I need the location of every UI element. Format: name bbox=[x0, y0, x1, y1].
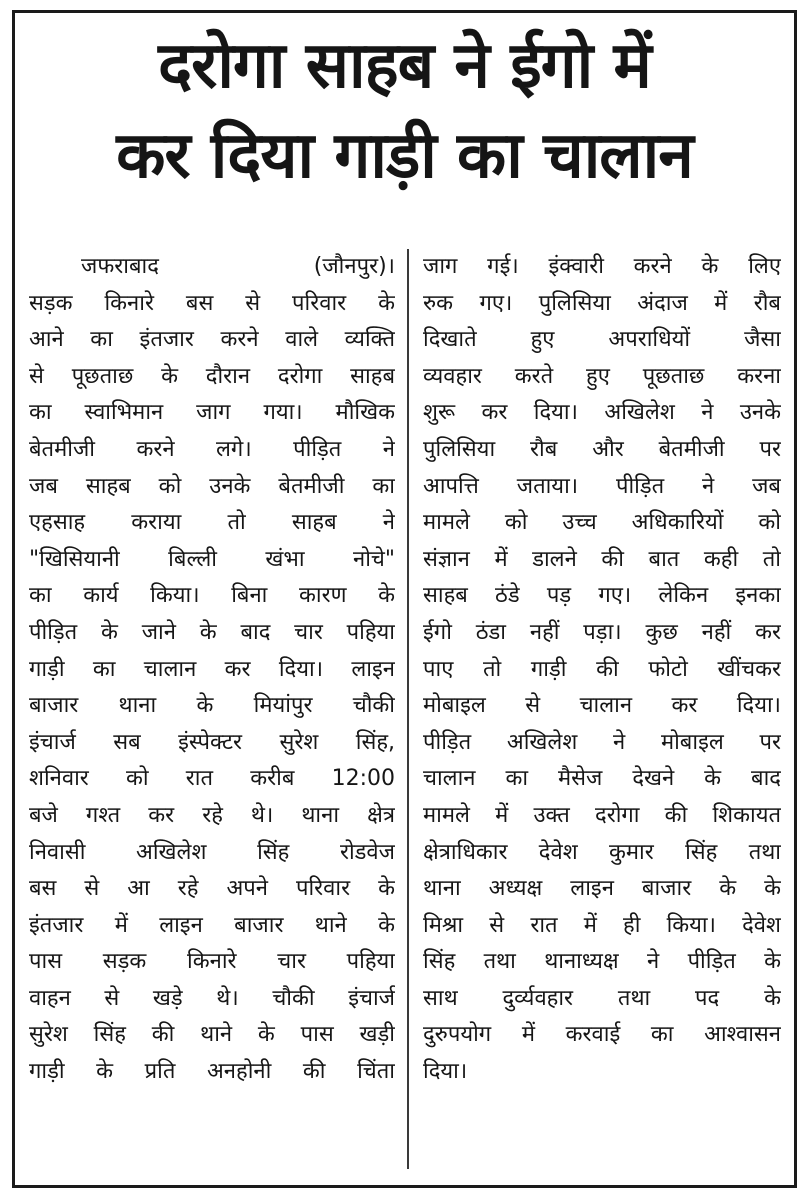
article-line: का कार्य किया। बिना कारण के bbox=[29, 583, 395, 609]
article-line: इंचार्ज सब इंस्पेक्टर सुरेश सिंह, bbox=[29, 729, 395, 755]
article-line: बजे गश्त कर रहे थे। थाना क्षेत्र bbox=[29, 802, 395, 828]
article-line: गाड़ी का चालान कर दिया। लाइन bbox=[29, 656, 395, 682]
article-line: का स्वाभिमान जाग गया। मौखिक bbox=[29, 400, 395, 426]
article-line: शनिवार को रात करीब 12:00 bbox=[29, 766, 395, 792]
article-line: जब साहब को उनके बेतमीजी का bbox=[29, 473, 395, 499]
article-line: मामले को उच्च अधिकारियों को bbox=[423, 510, 781, 536]
article-line: व्यवहार करते हुए पूछताछ करना bbox=[423, 363, 781, 389]
article-line: पीड़ित अखिलेश ने मोबाइल पर bbox=[423, 729, 781, 755]
article-line: बेतमीजी करने लगे। पीड़ित ने bbox=[29, 436, 395, 462]
article-line: आपत्ति जताया। पीड़ित ने जब bbox=[423, 473, 781, 499]
headline-line-1: दरोगा साहब ने ईगो में bbox=[158, 29, 651, 103]
article-line: बस से आ रहे अपने परिवार के bbox=[29, 876, 395, 902]
article-line: क्षेत्राधिकार देवेश कुमार सिंह तथा bbox=[423, 839, 781, 865]
article-line: दिया। bbox=[423, 1059, 468, 1085]
article-line: साहब ठंडे पड़ गए। लेकिन इनका bbox=[423, 583, 781, 609]
article-line: चालान का मैसेज देखने के बाद bbox=[423, 766, 781, 792]
article-line: पीड़ित के जाने के बाद चार पहिया bbox=[29, 619, 395, 645]
article-line: दिखाते हुए अपराधियों जैसा bbox=[423, 327, 781, 353]
newspaper-clipping bbox=[12, 10, 797, 1188]
article-line: शुरू कर दिया। अखिलेश ने उनके bbox=[423, 400, 781, 426]
article-line: वाहन से खड़े थे। चौकी इंचार्ज bbox=[29, 985, 395, 1011]
article-line: पास सड़क किनारे चार पहिया bbox=[29, 949, 395, 975]
article-line: इंतजार में लाइन बाजार थाने के bbox=[29, 912, 395, 938]
article-line: एहसाह कराया तो साहब ने bbox=[29, 510, 395, 536]
article-line: साथ दुर्व्यवहार तथा पद के bbox=[423, 985, 781, 1011]
article-line: "खिसियानी बिल्ली खंभा नोचे" bbox=[29, 546, 395, 572]
article-line: थाना अध्यक्ष लाइन बाजार के के bbox=[423, 876, 781, 902]
article-line: रुक गए। पुलिसिया अंदाज में रौब bbox=[423, 290, 781, 316]
article-line: पाए तो गाड़ी की फोटो खींचकर bbox=[423, 656, 781, 682]
article-column-right bbox=[423, 249, 781, 1091]
headline-line-2: कर दिया गाड़ी का चालान bbox=[116, 119, 693, 193]
article-line: बाजार थाना के मियांपुर चौकी bbox=[29, 693, 395, 719]
article-line: ईगो ठंडा नहीं पड़ा। कुछ नहीं कर bbox=[423, 619, 781, 645]
article-line: से पूछताछ के दौरान दरोगा साहब bbox=[29, 363, 395, 389]
article-line: सुरेश सिंह की थाने के पास खड़ी bbox=[29, 1022, 395, 1048]
article-line: जफराबाद (जौनपुर)। bbox=[81, 254, 395, 279]
article-line: मामले में उक्त दरोगा की शिकायत bbox=[423, 802, 781, 828]
article-line: जाग गई। इंक्वारी करने के लिए bbox=[423, 254, 781, 279]
article-line: गाड़ी के प्रति अनहोनी की चिंता bbox=[29, 1059, 395, 1085]
article-line: सड़क किनारे बस से परिवार के bbox=[29, 290, 395, 316]
article-line: सिंह तथा थानाध्यक्ष ने पीड़ित के bbox=[423, 949, 781, 975]
headline bbox=[15, 21, 794, 201]
article-line: संज्ञान में डालने की बात कही तो bbox=[423, 546, 781, 572]
article-line: मोबाइल से चालान कर दिया। bbox=[423, 693, 781, 719]
article-line: दुरुपयोग में करवाई का आश्वासन bbox=[423, 1022, 781, 1048]
article-line: पुलिसिया रौब और बेतमीजी पर bbox=[423, 436, 781, 462]
article-line: मिश्रा से रात में ही किया। देवेश bbox=[423, 912, 781, 938]
article-column-left bbox=[29, 249, 395, 1091]
article-line: निवासी अखिलेश सिंह रोडवेज bbox=[29, 839, 395, 865]
column-divider bbox=[407, 249, 409, 1169]
article-line: आने का इंतजार करने वाले व्यक्ति bbox=[29, 327, 395, 353]
